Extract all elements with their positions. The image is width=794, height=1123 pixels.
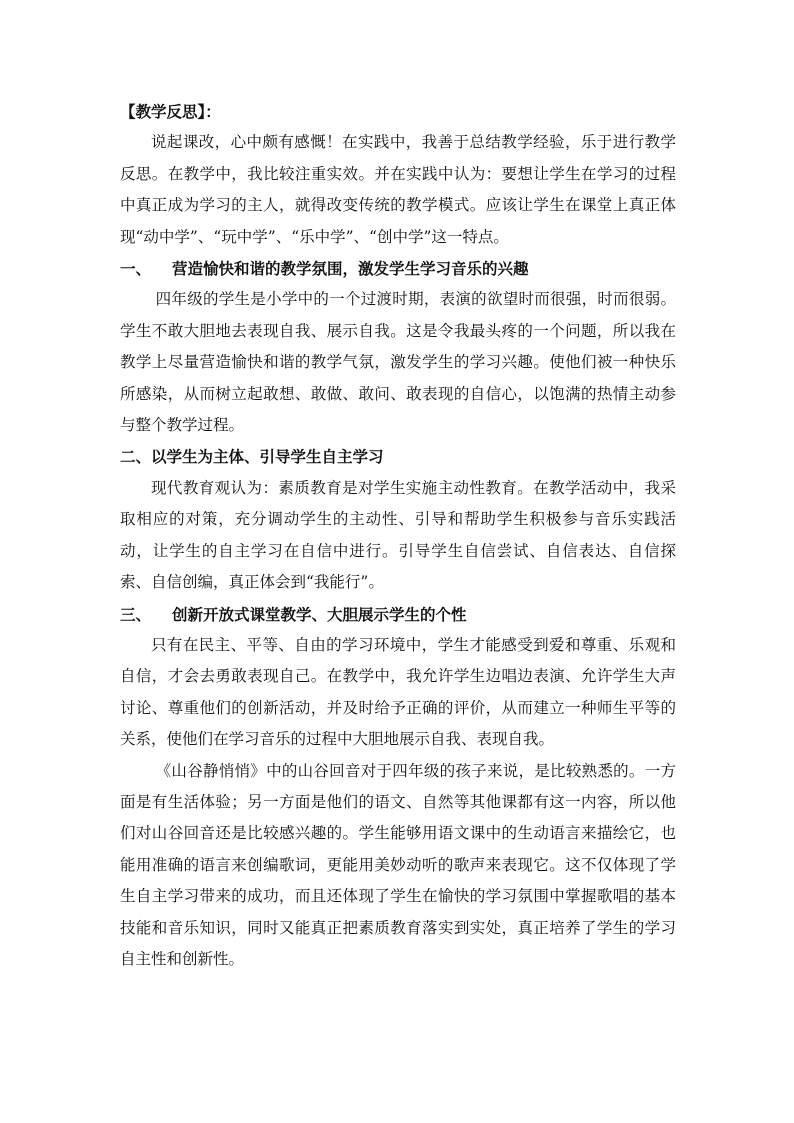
document-page (120, 96, 676, 975)
document-title: 【教学反思】： (120, 102, 221, 121)
section-body-1: 四年级的学生是小学中的一个过渡时期，表演的欲望时而很强，时而很弱。学生不敢大胆地去表现自我、展示自我。这是令我最头疼的一个问题，所以我在教学上尽量营造愉快和谐的教学气氛，激发学生的学习兴趣。使他们被一种快乐所感染，从而树立起敢想、敢做、敢问、敢表现的自信心，以饱满的热情主动参与整个教学过程。 (120, 290, 676, 435)
section-number-3: 三、 (120, 604, 152, 624)
section-heading-2 (120, 441, 676, 472)
section-number-1: 一、 (120, 259, 152, 279)
section-number-2: 二、 (120, 447, 152, 467)
intro-paragraph: 说起课改，心中颇有感慨！在实践中，我善于总结教学经验，乐于进行教学反思。在教学中，我比较注重实效。并在实践中认为：要想让学生在学习的过程中真正成为学习的主人，就得改变传统的教学模式。应该让学生在课堂上真正体现“动中学”、“玩中学”、“乐中学”、“创中学”这一特点。 (120, 133, 676, 246)
section-heading-1 (120, 253, 676, 284)
section-title-2: 以学生为主体、引导学生自主学习 (151, 447, 384, 467)
section-heading-3 (120, 599, 676, 630)
section-body-3: 只有在民主、平等、自由的学习环境中，学生才能感受到爱和尊重、乐观和自信，才会去勇敢表现自己。在教学中，我允许学生边唱边表演、允许学生大声讨论、尊重他们的创新活动，并及时给予正确的评价，从而建立一种师生平等的关系，使他们在学习音乐的过程中大胆地展示自我、表现自我。 (120, 635, 676, 749)
section-body-2: 现代教育观认为：素质教育是对学生实施主动性教育。在教学活动中，我采取相应的对策，充分调动学生的主动性、引导和帮助学生积极参与音乐实践活动，让学生的自主学习在自信中进行。引导学生自信尝试、自信表达、自信探索、自信创编，真正体会到“我能行”。 (120, 478, 676, 592)
closing-paragraph: 《山谷静悄悄》中的山谷回音对于四年级的孩子来说，是比较熟悉的。一方面是有生活体验；另一方面是他们的语文、自然等其他课都有这一内容，所以他们对山谷回音还是比较感兴趣的。学生能够用语文课中的生动语言来描绘它，也能用准确的语言来创编歌词，更能用美妙动听的歌声来表现它。这不仅体现了学生自主学习带来的成功，而且还体现了学生在愉快的学习氛围中掌握歌唱的基本技能和音乐知识，同时又能真正把素质教育落实到实处，真正培养了学生的学习自主性和创新性。 (120, 761, 676, 968)
section-title-1: 营造愉快和谐的教学氛围，激发学生学习音乐的兴趣 (172, 259, 529, 279)
section-title-3: 创新开放式课堂教学、大胆展示学生的个性 (172, 604, 467, 624)
